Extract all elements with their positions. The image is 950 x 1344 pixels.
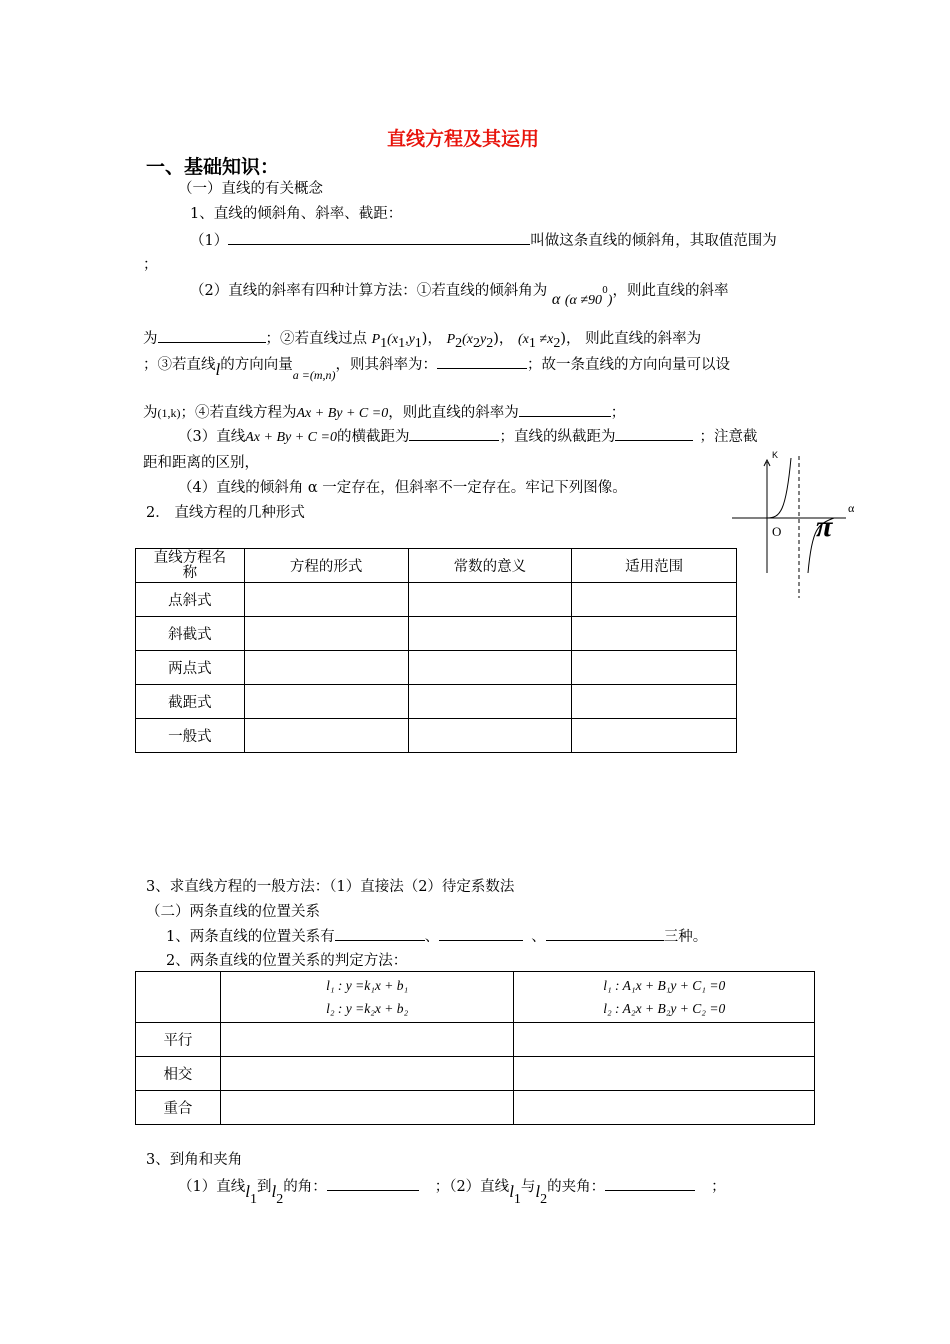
table-cell[interactable] (514, 1057, 815, 1091)
table-cell[interactable] (408, 617, 572, 651)
l2-symbol: l (271, 1182, 277, 1201)
slope-angle-graph (728, 448, 863, 603)
close-2: )， (493, 331, 514, 347)
p1-prefix: （1） (190, 233, 229, 249)
table-row (136, 685, 737, 719)
l-symbol: l (215, 360, 221, 379)
row-label: 截距式 (136, 685, 245, 719)
curve-left (767, 458, 791, 518)
paragraph-3: 为 ；②若直线过点 $P_1(x_1,y_1)$， $P_2(x_2y_2)$， $(x_1 \ne x_2)$， 则此直线的斜率为 (143, 331, 702, 351)
relation-judgment-table (135, 971, 815, 1125)
table-row (136, 1057, 815, 1091)
blank-field[interactable] (519, 404, 611, 417)
blank-field[interactable] (615, 428, 693, 441)
p5-text-a: 为 (143, 405, 158, 421)
blank-field[interactable] (437, 356, 527, 369)
paragraph-5 (143, 401, 625, 422)
table-cell[interactable] (244, 651, 408, 685)
table-cell[interactable] (244, 719, 408, 753)
header-cell-name: 直线方程名 称 (136, 549, 245, 583)
vector-1k: (1,k) (157, 406, 181, 420)
p2-args: (x (462, 332, 474, 347)
p4-text-a: ；③若直线 (143, 357, 216, 373)
slope-form-header: l₁ : y =k₁x + b₁ l₂ : y =k₂x + b₂ (220, 972, 514, 1023)
page-title: 直线方程及其运用 (387, 128, 540, 150)
p4-text-d: ；故一条直线的方向向量可以设 (527, 357, 730, 373)
p1-end: ； (143, 257, 158, 273)
p4-text-b: 的方向向量 (220, 357, 293, 373)
point-p2: P (446, 332, 456, 347)
table-cell[interactable] (408, 719, 572, 753)
paragraph-1 (190, 229, 777, 250)
origin-label: O (772, 524, 782, 539)
row-label: 平行 (136, 1023, 221, 1057)
table-cell[interactable] (244, 583, 408, 617)
angle-text-b: 到 (256, 1179, 272, 1195)
row-label: 斜截式 (136, 617, 245, 651)
angle-text-g: ； (711, 1179, 726, 1195)
p6-text-a: （3）直线 (178, 429, 246, 445)
p6-text-c: ；直线的纵截距为 (499, 429, 616, 445)
p2-tail: ，则此直线的斜率 (612, 283, 729, 299)
table-cell[interactable] (572, 617, 737, 651)
paragraph-8: （4）直线的倾斜角 α 一定存在，但斜率不一定存在。牢记下列图像。 (178, 480, 627, 496)
p3-text-b: ；②若直线过点 (265, 331, 367, 347)
subsection-heading-2: （二）两条直线的位置关系 (146, 904, 320, 920)
table-cell[interactable] (244, 617, 408, 651)
equation-forms-table (135, 548, 737, 753)
relation-types (166, 925, 707, 946)
general-form-header: l₁ : A₁x + B₁y + C₁ =0 l₂ : A₂x + B₂y + C₂ =0 (514, 972, 815, 1023)
paragraph-4 (143, 353, 730, 382)
row-label: 两点式 (136, 651, 245, 685)
row-label: 点斜式 (136, 583, 245, 617)
blank-field[interactable] (228, 232, 530, 245)
table-cell[interactable] (408, 583, 572, 617)
header-cell: 适用范围 (572, 549, 737, 583)
section-heading: 一、基础知识： (146, 156, 280, 178)
table-cell[interactable] (572, 651, 737, 685)
direction-vector: a =(m,n) (292, 368, 336, 382)
p4-text-c: ，则其斜率为： (335, 357, 437, 373)
table-row (136, 1091, 815, 1125)
row-label: 重合 (136, 1091, 221, 1125)
blank-field[interactable] (409, 428, 499, 441)
p1-args: (x (387, 332, 399, 347)
table-cell[interactable] (572, 583, 737, 617)
table-header-row (136, 972, 815, 1023)
table-header-row (136, 549, 737, 583)
table-cell[interactable] (572, 685, 737, 719)
general-equation: Ax + By + C =0 (296, 406, 389, 421)
close-1: )， (421, 331, 442, 347)
table-cell[interactable] (408, 651, 572, 685)
separator: 、 (424, 929, 440, 945)
angle-heading: 3、到角和夹角 (146, 1152, 243, 1168)
alpha-axis-label: α (848, 501, 855, 515)
l2-symbol: l (535, 1182, 541, 1201)
corner-cell (136, 972, 221, 1023)
table-cell[interactable] (514, 1023, 815, 1057)
neq: ≠x (535, 332, 554, 347)
p5-text-b: ；④若直线方程为 (180, 405, 297, 421)
pi-label: π (816, 510, 833, 543)
table-cell[interactable] (572, 719, 737, 753)
table-row (136, 719, 737, 753)
point-p1: P (371, 332, 381, 347)
table-cell[interactable] (408, 685, 572, 719)
item-heading-3: 3、求直线方程的一般方法：（1）直接法（2）待定系数法 (146, 879, 515, 895)
angle-text-c: 的角： (283, 1179, 327, 1195)
degree-superscript: 0 (602, 286, 608, 297)
blank-field[interactable] (439, 928, 523, 941)
blank-field[interactable] (327, 1178, 419, 1191)
item-heading: 1、直线的倾斜角、斜率、截距： (190, 206, 403, 222)
p5-text-c: ，则此直线的斜率为 (388, 405, 519, 421)
header-cell: 常数的意义 (408, 549, 572, 583)
angle-text-a: （1）直线 (178, 1179, 246, 1195)
angle-text-f: 的夹角： (547, 1179, 606, 1195)
k-axis-label: K (772, 450, 779, 460)
blank-field[interactable] (546, 928, 664, 941)
header-cell: 方程的形式 (244, 549, 408, 583)
subsection-heading: （一）直线的有关概念 (178, 181, 323, 197)
alpha-condition: (α ≠90 (564, 293, 603, 308)
p6-text-b: 的横截距为 (336, 429, 410, 445)
p1-suffix: 叫做这条直线的倾斜角，其取值范围为 (530, 233, 777, 249)
y1: y (408, 332, 415, 347)
p6-text-d: ；注意截 (699, 429, 758, 445)
comma: , (405, 332, 409, 347)
paragraph-6 (178, 425, 757, 446)
y2: y (480, 332, 487, 347)
table-cell[interactable] (244, 685, 408, 719)
paragraph-7: 距和距离的区别， (143, 455, 259, 471)
angle-text-e: 与 (520, 1179, 536, 1195)
cond-close: )， (560, 331, 581, 347)
table-cell[interactable] (220, 1057, 514, 1091)
alpha-close: ) (607, 293, 613, 308)
judgment-method: 2、两条直线的位置关系的判定方法： (166, 953, 408, 969)
table-cell[interactable] (220, 1023, 514, 1057)
table-cell[interactable] (220, 1091, 514, 1125)
row-label: 相交 (136, 1057, 221, 1091)
p2-text: （2）直线的斜率有四种计算方法：①若直线的倾斜角为 (190, 283, 548, 299)
table-row (136, 617, 737, 651)
table-row (136, 651, 737, 685)
blank-field[interactable] (335, 928, 425, 941)
table-row (136, 1023, 815, 1057)
relation-text-a: 1、两条直线的位置关系有 (166, 929, 335, 945)
row-label: 一般式 (136, 719, 245, 753)
general-equation: Ax + By + C =0 (245, 430, 337, 445)
p5-text-d: ； (610, 405, 626, 421)
angle-text-d: ；（2）直线 (434, 1179, 510, 1195)
p3-text-a: 为 (143, 331, 158, 347)
relation-text-d: 三种。 (663, 929, 708, 945)
table-cell[interactable] (514, 1091, 815, 1125)
blank-field[interactable] (605, 1178, 695, 1191)
cond: (x (518, 332, 529, 347)
p3-tail: 则此直线的斜率为 (585, 331, 702, 347)
angle-line: （1）直线$l_1$到$l_2$的角： ；（2）直线$l_1$与$l_2$的夹角： ； (178, 1179, 726, 1207)
table-row (136, 583, 737, 617)
l1-symbol: l (509, 1182, 514, 1201)
blank-field[interactable] (158, 330, 266, 343)
l1-symbol: l (245, 1182, 250, 1201)
alpha-symbol: α (551, 291, 561, 308)
separator: 、 (531, 929, 546, 945)
item-heading-2: 2． 直线方程的几种形式 (146, 505, 305, 521)
